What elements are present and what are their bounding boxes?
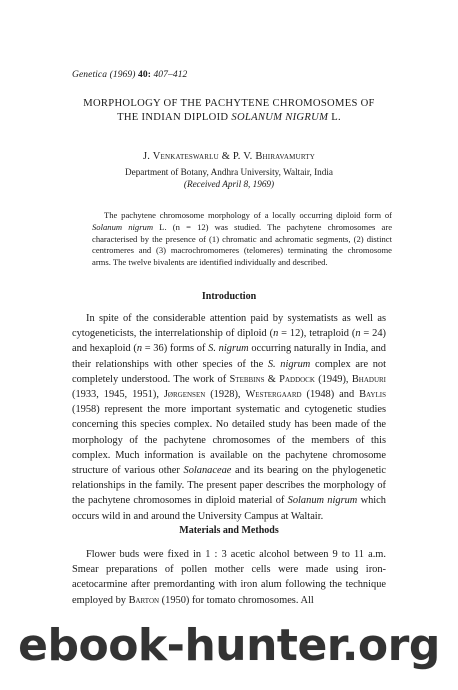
journal-citation: [72, 70, 187, 80]
abstract: The pachytene chromosome morphology of a locally occurring diploid form of Solanum nigrum L. (n = 12) was studied. The pachytene chromosomes are characterised by the presence of (1) chromatic and achromatic segments, (2) distinct centromeres and (3) macrochromomeres (telomeres) terminating the chromosome arms. The twelve bivalents are identified individually and described.: [92, 210, 393, 268]
watermark-text: ebook-hunter.org: [18, 620, 440, 671]
title-line-1: MORPHOLOGY OF THE PACHYTENE CHROMOSOMES OF: [83, 98, 375, 109]
methods-paragraph: Flower buds were fixed in 1 : 3 acetic alcohol between 9 to 11 a.m. Smear preparations of pollen mother cells were made using iron-acetocarmine after premordanting with iron alum following the technique employed by Barton (1950) for tomato chromosomes. All: [72, 549, 386, 606]
paper-title: [50, 97, 408, 125]
author-affiliation: Department of Botany, Andhra University, Waltair, India: [124, 167, 334, 177]
received-date: (Received April 8, 1969): [183, 179, 275, 189]
introduction-paragraph: In spite of the considerable attention paid by systematists as well as cytogeneticists, the interrelationship of diploid (n = 12), tetraploid (n = 24) and hexaploid (n = 36) forms of S. nigrum occurring naturally in India, and their relationships with other species of the S. nigrum complex are not completely understood. The work of Stebbins & Paddock (1949), Bhaduri (1933, 1945, 1951), Jørgensen (1928), Westergaard (1948) and Baylis (1958) represent the more important systematic and cytogenetic studies concerning this species complex. No detailed study has been made of the morphology of the pachytene chromosomes of the members of this complex. Much information is available on the pachytene chromosome structure of various other Solanaceae and its bearing on the phylogenetic relationships in the family. The present paper describes the morphology of the pachytene chromosomes in diploid material of Solanum nigrum which occurs wild in and around the University Campus at Waltair.: [72, 313, 387, 522]
journal-name: Genetica: [72, 70, 108, 80]
journal-volume: 40:: [138, 70, 151, 80]
journal-pages: 407–412: [153, 70, 188, 80]
paper-authors: J. Venkateswarlu & P. V. Bhiravamurty: [142, 151, 316, 162]
journal-year: (1969): [109, 70, 136, 80]
title-line-2: THE INDIAN DIPLOID SOLANUM NIGRUM L.: [117, 112, 341, 123]
section-heading-methods: Materials and Methods: [179, 525, 279, 536]
section-heading-introduction: Introduction: [201, 291, 257, 302]
title-species: SOLANUM NIGRUM: [231, 112, 329, 123]
